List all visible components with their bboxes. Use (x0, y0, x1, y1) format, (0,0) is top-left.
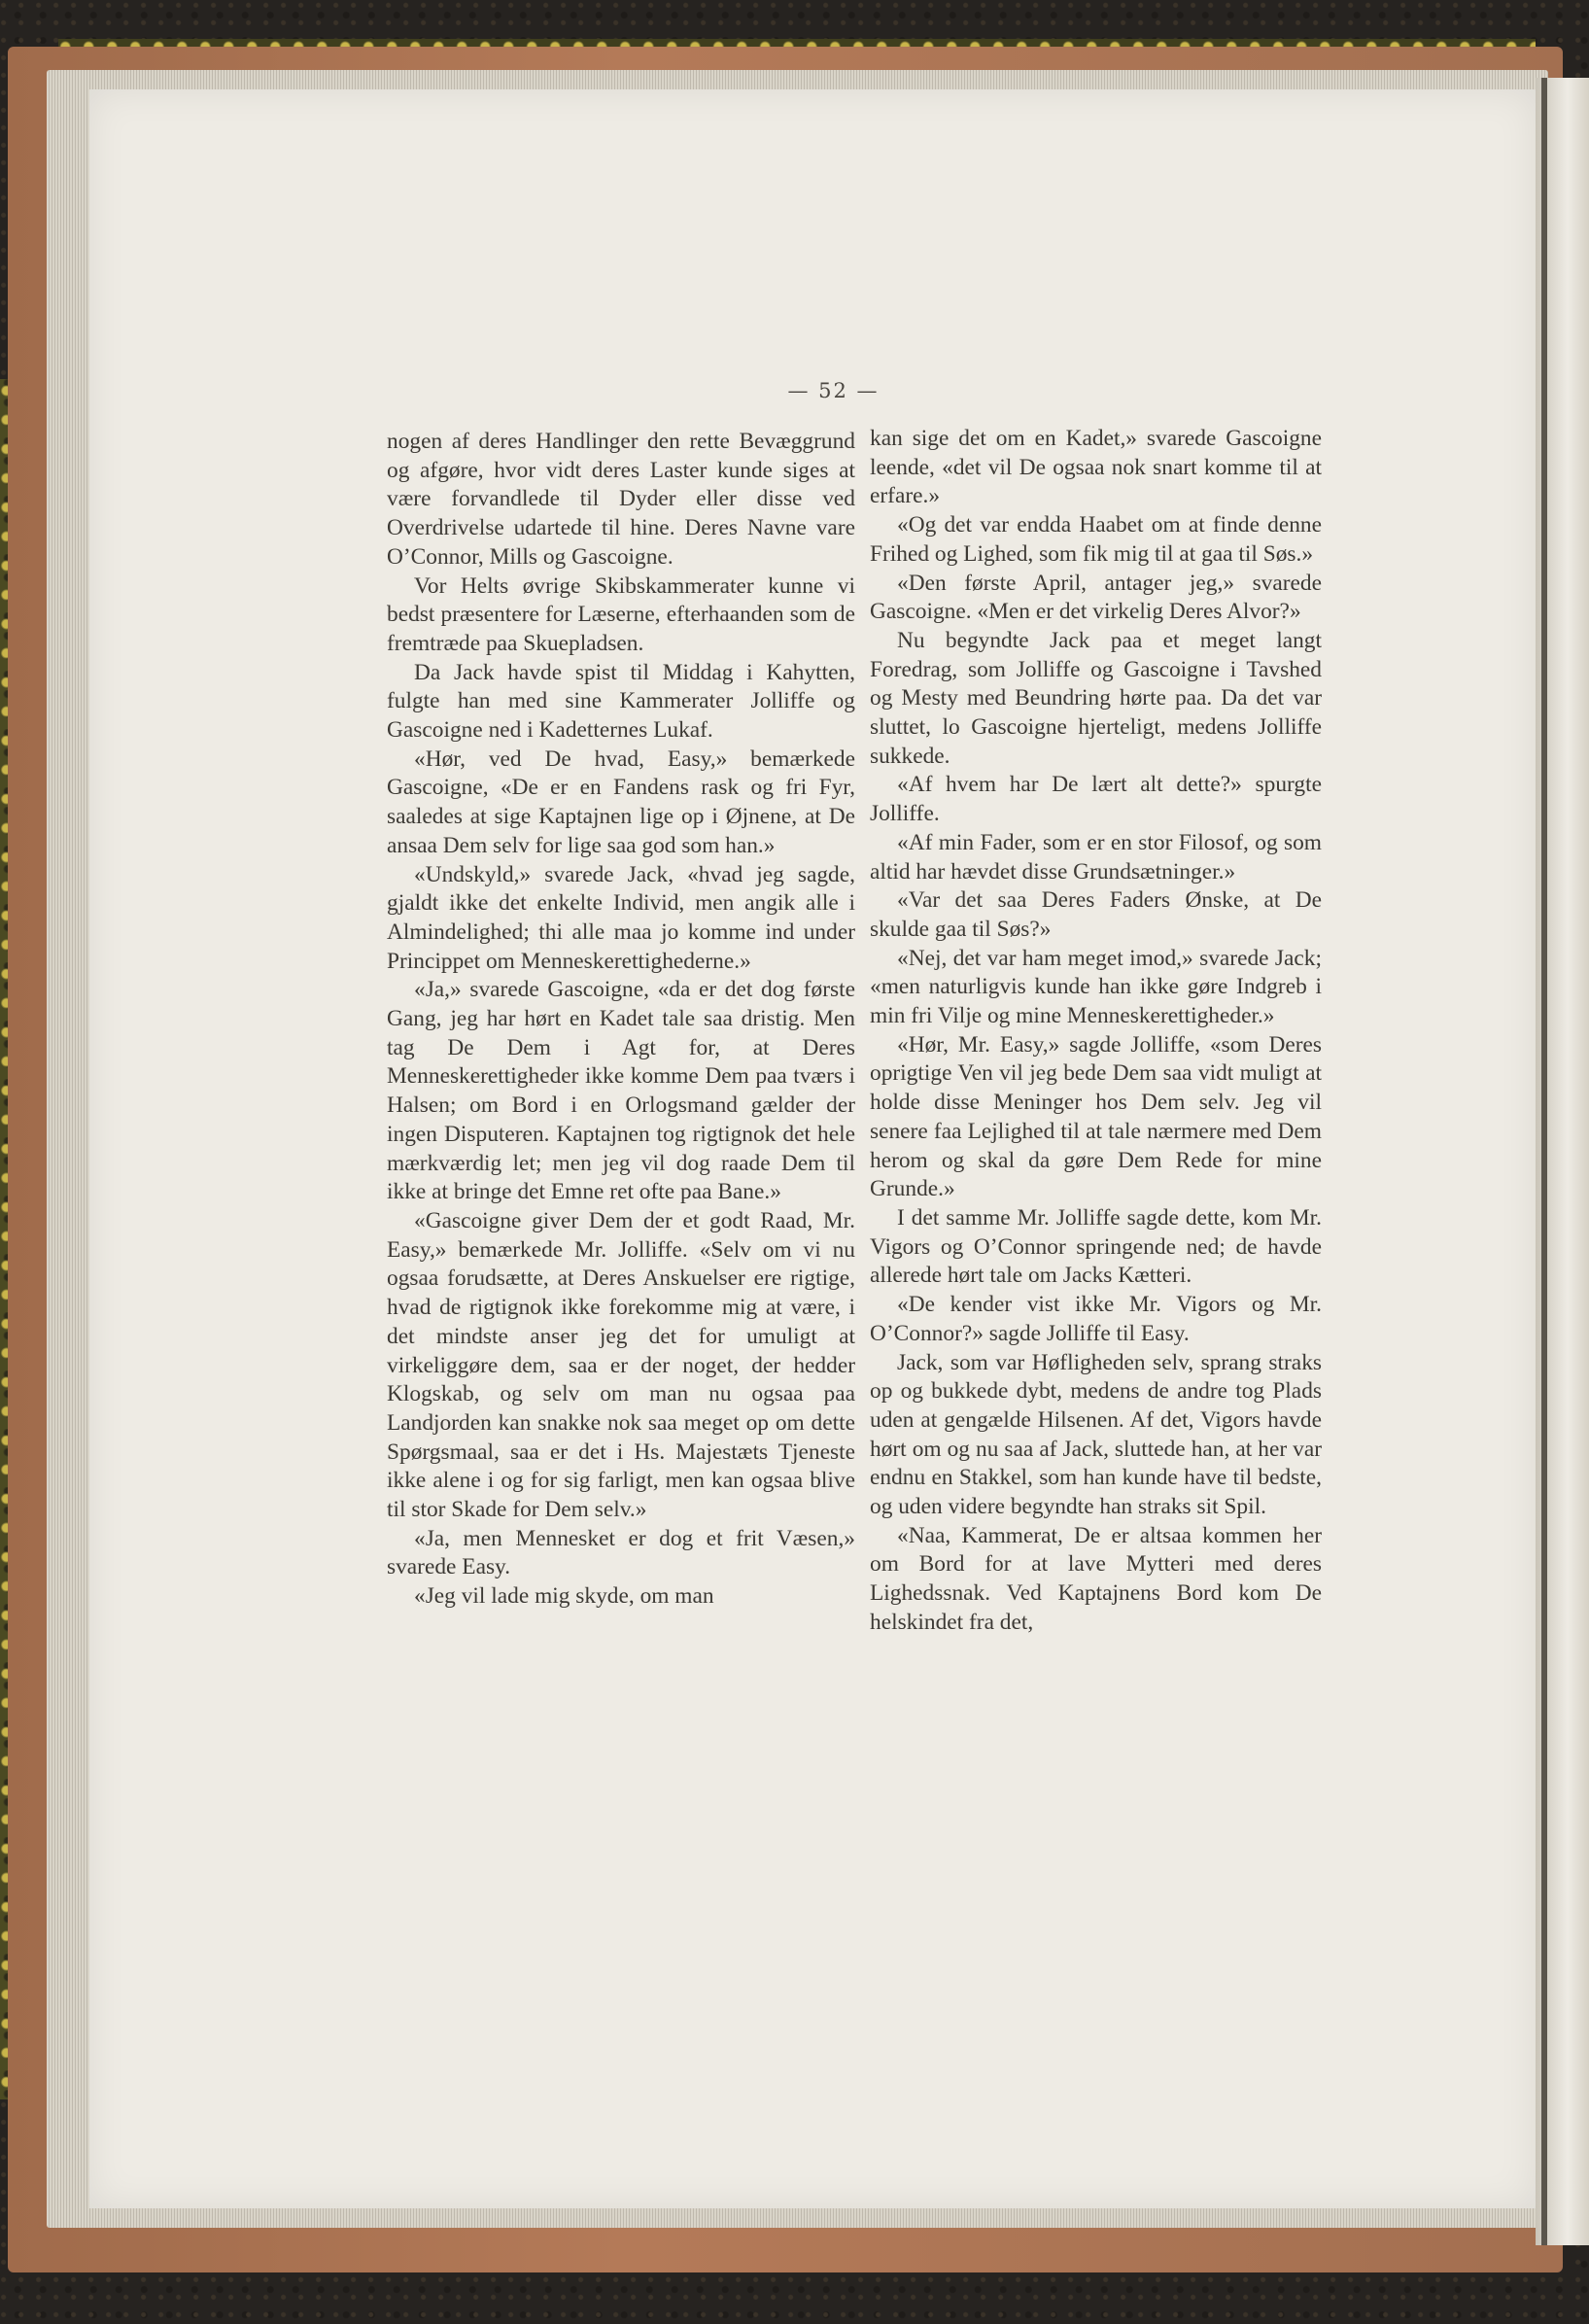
paragraph: «Af min Fader, som er en stor Filosof, og som altid har hævdet disse Grundsætninger.» (870, 829, 1322, 885)
page-number (0, 379, 1589, 402)
paragraph: Nu begyndte Jack paa et meget langt Foredrag, som Jolliffe og Gascoigne i Tavshed og Mesty med Beundring hørte paa. Da det var sluttet, lo Gascoigne hjerteligt, medens Jolliffe sukkede. (870, 627, 1322, 769)
paragraph: Da Jack havde spist til Middag i Kahytten, fulgte han med sine Kammerater Jolliffe og Gascoigne ned i Kadetternes Lukaf. (387, 659, 855, 744)
paragraph: «Undskyld,» svarede Jack, «hvad jeg sagde, gjaldt ikke det enkelte Individ, men angik alle i Almindelighed; thi alle maa jo komme ind under Princippet om Menneskerettighederne.» (387, 861, 855, 974)
paragraph: «Var det saa Deres Faders Ønske, at De skulde gaa til Søs?» (870, 887, 1322, 942)
paragraph: «De kender vist ikke Mr. Vigors og Mr. O’Connor?» sagde Jolliffe til Easy. (870, 1292, 1322, 1346)
paragraph: I det samme Mr. Jolliffe sagde dette, kom Mr. Vigors og O’Connor springende ned; de havde allerede hørt tale om Jacks Kætteri. (870, 1204, 1322, 1289)
paragraph: «Af hvem har De lært alt dette?» spurgte Jolliffe. (870, 772, 1322, 827)
paragraph: «Jeg vil lade mig skyde, om man (414, 1583, 714, 1610)
text-column-right (870, 425, 1322, 1638)
paragraph: nogen af deres Handlinger den rette Bevæggrund og afgøre, hvor vidt deres Laster kunde siges at være forvandlede til Dyder eller disse ved Overdrivelse udartede til hine. Deres Navne vare O’Connor, Mills og Gascoigne. (387, 429, 855, 570)
paragraph: «Gascoigne giver Dem der et godt Raad, Mr. Easy,» bemærkede Mr. Jolliffe. «Selv om vi nu ogsaa forudsætte, at Deres Anskuelser ere rigtige, hvad de rigtignok ikke forekomme mig at være, i det mindste anser jeg det for umuligt at virkeliggøre dem, saa er der noget, der hedder Klogskab, og selv om man nu ogsaa paa Landjorden kan snakke nok saa meget op om dette Spørgsmaal, saa er det i Hs. Majestæts Tjeneste ikke alene i og for sig farligt, men kan ogsaa blive til stor Skade for Dem selv.» (387, 1207, 855, 1523)
paragraph: «Nej, det var ham meget imod,» svarede Jack; «men naturligvis kunde han ikke gøre Indgreb i min fri Vilje og mine Menneskerettigheder.» (870, 945, 1322, 1029)
paragraph: «Og det var endda Haabet om at finde denne Frihed og Lighed, som fik mig til at gaa til Søs.» (870, 512, 1322, 567)
paragraph: Jack, som var Høfligheden selv, sprang straks op og bukkede dybt, medens de andre tog Plads uden at gengælde Hilsenen. Af det, Vigors havde hørt om og nu saa af Jack, sluttede han, at her var endnu en Stakkel, som han kunde have til bedste, og uden videre begyndte han straks sit Spil. (870, 1349, 1322, 1520)
paragraph: «Ja, men Mennesket er dog et frit Væsen,» svarede Easy. (387, 1525, 855, 1580)
text-column-left (387, 428, 855, 1612)
paragraph: «Hør, ved De hvad, Easy,» bemærkede Gascoigne, «De er en Fandens rask og fri Fyr, saaledes at sige Kaptajnen lige op i Øjnene, at De ansaa Dem selv for lige saa god som han.» (387, 746, 855, 858)
paragraph: Vor Helts øvrige Skibskammerater kunne vi bedst præsentere for Læserne, efterhaanden som de fremtræde paa Skuepladsen. (387, 572, 855, 656)
paragraph: «Hør, Mr. Easy,» sagde Jolliffe, «som Deres oprigtige Ven vil jeg bede Dem saa vidt muligt at holde disse Meninger hos Dem selv. Jeg vil senere faa Lejlighed til at tale nærmere med Dem herom og skal da gøre Dem Rede for mine Grunde.» (870, 1031, 1322, 1202)
paragraph: «Ja,» svarede Gascoigne, «da er det dog første Gang, jeg har hørt en Kadet tale saa dristig. Men tag De Dem i Agt for, at Deres Menneskerettigheder ikke komme Dem paa tværs i Halsen; om Bord i en Orlogsmand gælder der ingen Disputeren. Kaptajnen tog rigtignok det hele mærkværdig let; men jeg vil dog raade Dem til ikke at bringe det Emne ret ofte paa Bane.» (387, 977, 855, 1205)
paragraph: kan sige det om en Kadet,» svarede Gascoigne leende, «det vil De ogsaa nok snart komme til at erfare.» (870, 426, 1322, 509)
paragraph: «Den første April, antager jeg,» svarede Gascoigne. «Men er det virkelig Deres Alvor?» (870, 570, 1322, 625)
paragraph: «Naa, Kammerat, De er altsaa kommen her om Bord for at lave Mytteri med deres Lighedssnak. Ved Kaptajnens Bord kom De helskindet fra det, (870, 1522, 1322, 1635)
gutter-shadow (1541, 78, 1547, 2245)
page-number-text: — 52 — (787, 379, 880, 402)
